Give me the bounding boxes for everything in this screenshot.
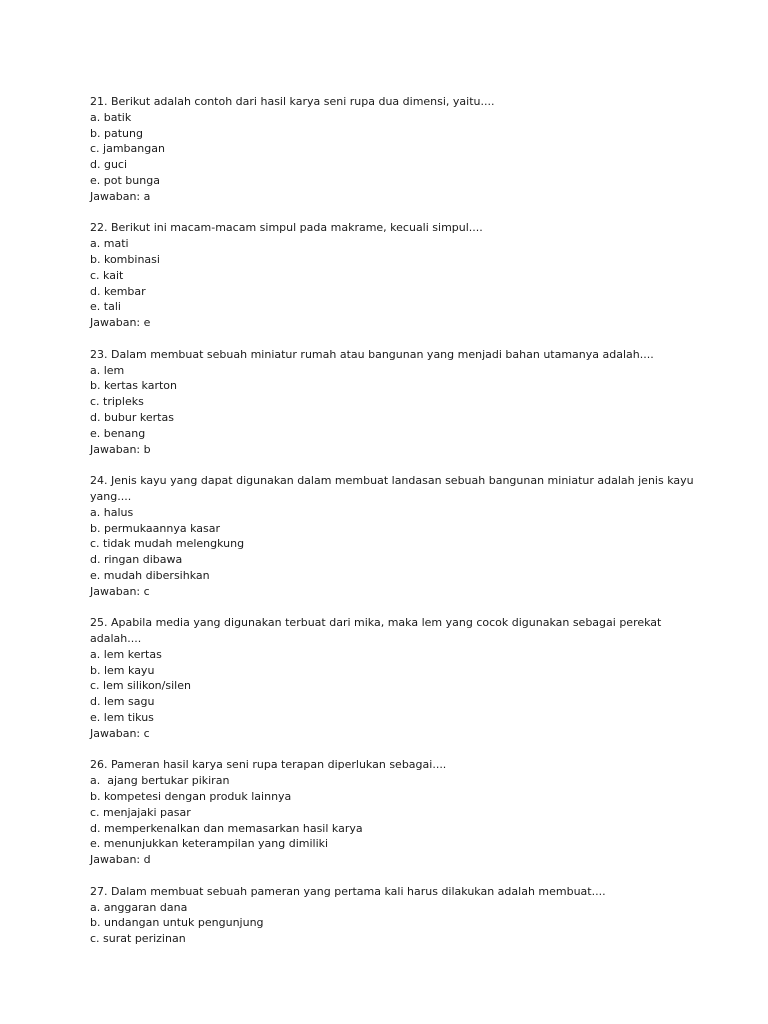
option-text: c. tidak mudah melengkung (90, 537, 245, 551)
question-text-continued: yang.... (90, 489, 132, 503)
option-text: a. mati (90, 237, 129, 251)
question-block (90, 615, 710, 741)
option-text: b. kompetesi dengan produk lainnya (90, 790, 292, 804)
option-text: b. patung (90, 126, 143, 140)
option-text: e. lem tikus (90, 711, 154, 725)
option-text: c. tripleks (90, 395, 144, 409)
option-text: b. lem kayu (90, 663, 155, 677)
option-text: a. lem kertas (90, 647, 162, 661)
option-text: b. kertas karton (90, 379, 177, 393)
question-text: 24. Jenis kayu yang dapat digunakan dalam membuat landasan sebuah bangunan miniatur adalah jenis kayu (90, 474, 694, 488)
option-text: a. lem (90, 363, 125, 377)
option-text: c. kait (90, 268, 124, 282)
option-text: e. pot bunga (90, 173, 160, 187)
question-block (90, 473, 710, 599)
option-text: d. ringan dibawa (90, 553, 183, 567)
answer-text: Jawaban: c (90, 726, 150, 740)
question-block (90, 884, 710, 947)
question-text: 27. Dalam membuat sebuah pameran yang pertama kali harus dilakukan adalah membuat.... (90, 884, 606, 898)
option-text: e. tali (90, 300, 121, 314)
option-text: c. menjajaki pasar (90, 805, 191, 819)
question-text: 26. Pameran hasil karya seni rupa terapan diperlukan sebagai.... (90, 758, 447, 772)
option-text: e. benang (90, 426, 146, 440)
answer-text: Jawaban: b (90, 442, 151, 456)
option-text: e. menunjukkan keterampilan yang dimiliki (90, 837, 329, 851)
option-text: a. halus (90, 505, 134, 519)
option-text: c. surat perizinan (90, 932, 186, 946)
document-page (90, 94, 710, 963)
question-block (90, 220, 710, 331)
option-text: a. batik (90, 110, 132, 124)
question-text: 23. Dalam membuat sebuah miniatur rumah atau bangunan yang menjadi bahan utamanya adalah.... (90, 347, 654, 361)
option-text: c. jambangan (90, 142, 165, 156)
answer-text: Jawaban: d (90, 853, 151, 867)
option-text: b. kombinasi (90, 252, 160, 266)
question-block (90, 94, 710, 205)
question-text: 25. Apabila media yang digunakan terbuat dari mika, maka lem yang cocok digunakan sebagai perekat adalah.... (90, 616, 665, 646)
option-text: c. lem silikon/silen (90, 679, 191, 693)
question-block (90, 347, 710, 458)
answer-text: Jawaban: e (90, 316, 151, 330)
answer-text: Jawaban: a (90, 189, 151, 203)
question-block (90, 757, 710, 868)
option-text: d. lem sagu (90, 695, 155, 709)
option-text: b. permukaannya kasar (90, 521, 221, 535)
option-text: d. guci (90, 158, 128, 172)
question-text: 22. Berikut ini macam-macam simpul pada makrame, kecuali simpul.... (90, 221, 483, 235)
option-text: d. memperkenalkan dan memasarkan hasil karya (90, 821, 363, 835)
answer-text: Jawaban: c (90, 584, 150, 598)
option-text: d. bubur kertas (90, 410, 174, 424)
option-text: b. undangan untuk pengunjung (90, 916, 264, 930)
question-text: 21. Berikut adalah contoh dari hasil karya seni rupa dua dimensi, yaitu.... (90, 95, 495, 108)
option-text: a. anggaran dana (90, 900, 188, 914)
option-text: d. kembar (90, 284, 146, 298)
option-text: a. ajang bertukar pikiran (90, 774, 230, 788)
option-text: e. mudah dibersihkan (90, 568, 210, 582)
